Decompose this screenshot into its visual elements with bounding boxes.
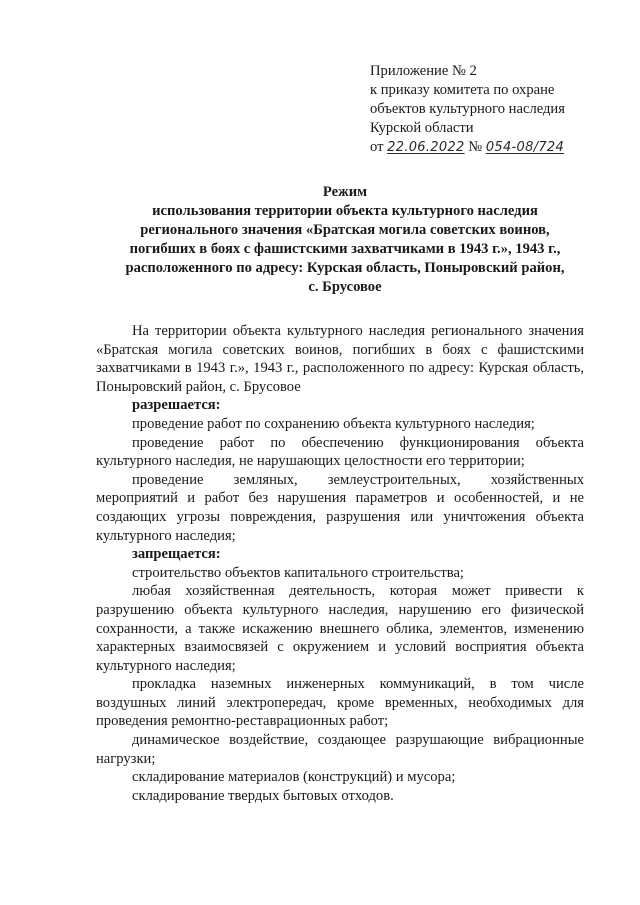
allowed-item: проведение земляных, землеустроительных, хозяйственных мероприятий и работ без нарушения параметров и особенностей, и не создающих угрозы повреждения, разрушения или уничтожения объекта культурного наследия; [96, 471, 584, 544]
title-line: регионального значения «Братская могила советских воинов, [140, 222, 550, 238]
handwritten-number: 054-08/724 [485, 140, 565, 155]
document-title [60, 183, 630, 297]
ref-number-label: № [468, 139, 483, 155]
forbidden-item: прокладка наземных инженерных коммуникаций, в том числе воздушных линий электропередач, кроме временных, необходимых для проведения ремонтно-реставрационных работ; [96, 676, 584, 730]
appendix-line: Приложение № 2 [370, 63, 477, 79]
appendix-line: объектов культурного наследия [370, 101, 565, 117]
forbidden-heading: запрещается: [132, 546, 221, 563]
document-body [96, 322, 584, 805]
allowed-item: проведение работ по сохранению объекта культурного наследия; [132, 415, 535, 432]
title-line: расположенного по адресу: Курская область, Поныровский район, [125, 260, 565, 276]
intro-paragraph: На территории объекта культурного наследия регионального значения «Братская могила советских воинов, погибших в боях с фашистскими захватчиками в 1943 г.», 1943 г., расположенного по адресу: Курская область, Поныровский район, с. Брусовое [96, 323, 584, 395]
forbidden-item: динамическое воздействие, создающее разрушающие вибрационные нагрузки; [96, 732, 584, 767]
appendix-line: Курской области [370, 120, 474, 136]
forbidden-item: складирование твердых бытовых отходов. [132, 787, 394, 804]
allowed-item: проведение работ по обеспечению функционирования объекта культурного наследия, не нарушающих целостности его территории; [96, 434, 584, 470]
title-line: использования территории объекта культурного наследия [152, 203, 538, 219]
title-line: Режим [322, 184, 368, 200]
forbidden-item: складирование материалов (конструкций) и мусора; [132, 769, 456, 786]
appendix-header [370, 62, 630, 157]
forbidden-item: любая хозяйственная деятельность, которая может привести к разрушению объекта культурного наследия, нарушению его физической сохранности, а также искажению внешнего облика, элементов, изменению характерных взаимосвязей с окружением и условий восприятия объекта культурного наследия; [96, 583, 584, 674]
appendix-line: к приказу комитета по охране [370, 82, 555, 98]
title-line: с. Брусовое [308, 279, 382, 295]
title-line: погибших в боях с фашистскими захватчиками в 1943 г.», 1943 г., [129, 241, 561, 257]
order-reference [370, 138, 630, 157]
allowed-heading: разрешается: [132, 397, 221, 414]
forbidden-item: строительство объектов капитального строительства; [132, 564, 464, 581]
ref-prefix: от [370, 139, 384, 155]
handwritten-date: 22.06.2022 [387, 140, 465, 155]
